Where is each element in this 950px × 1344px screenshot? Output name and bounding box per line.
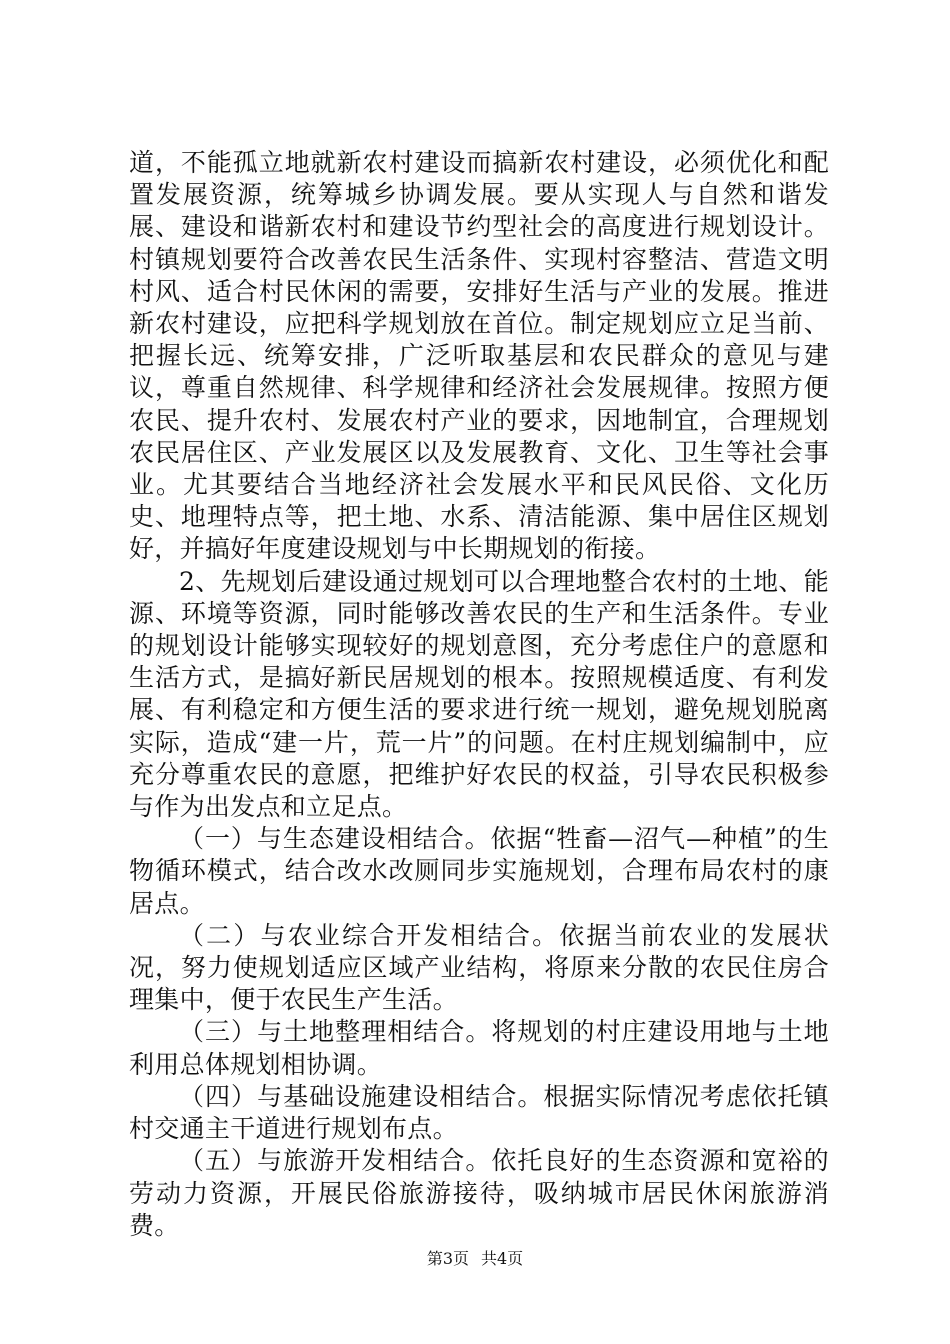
paragraph-continuation: 道，不能孤立地就新农村建设而搞新农村建设，必须优化和配置发展资源，统筹城乡协调发展。要从实现人与自然和谐发展、建设和谐新农村和建设节约型社会的高度进行规划设计。村镇规划要符合改善农民生活条件、实现村容整洁、营造文明村风、适合村民休闲的需要，安排好生活与产业的发展。推进新农村建设，应把科学规划放在首位。制定规划应立足当前、把握长远、统筹安排，广泛听取基层和农民群众的意见与建议，尊重自然规律、科学规律和经济社会发展规律。按照方便农民、提升农村、发展农村产业的要求，因地制宜，合理规划农民居住区、产业发展区以及发展教育、文化、卫生等社会事业。尤其要结合当地经济社会发展水平和民风民俗、文化历史、地理特点等，把土地、水系、清洁能源、集中居住区规划好，并搞好年度建设规划与中长期规划的衔接。 xyxy=(129,148,829,564)
page-total: 共4页 xyxy=(481,1249,524,1268)
page-footer xyxy=(0,1246,950,1269)
document-body xyxy=(129,147,829,1242)
paragraph-item-2: （二）与农业综合开发相结合。依据当前农业的发展状况，努力使规划适应区域产业结构，将原来分散的农民住房合理集中，便于农民生产生活。 xyxy=(129,920,829,1015)
paragraph-item-5: （五）与旅游开发相结合。依托良好的生态资源和宽裕的劳动力资源，开展民俗旅游接待，吸纳城市居民休闲旅游消费。 xyxy=(129,1146,829,1240)
page-number: 第3页 xyxy=(426,1249,469,1268)
paragraph-item-3: （三）与土地整理相结合。将规划的村庄建设用地与土地利用总体规划相协调。 xyxy=(129,1017,829,1079)
paragraph-section-2: 2、先规划后建设通过规划可以合理地整合农村的土地、能源、环境等资源，同时能够改善农民的生产和生活条件。专业的规划设计能够实现较好的规划意图，充分考虑住户的意愿和生活方式，是搞好新民居规划的根本。按照规模适度、有利发展、有利稳定和方便生活的要求进行统一规划，避免规划脱离实际，造成“建一片，荒一片”的问题。在村庄规划编制中，应充分尊重农民的意愿，把维护好农民的权益，引导农民积极参与作为出发点和立足点。 xyxy=(129,566,829,822)
paragraph-item-4: （四）与基础设施建设相结合。根据实际情况考虑依托镇村交通主干道进行规划布点。 xyxy=(129,1081,829,1144)
paragraph-item-1: （一）与生态建设相结合。依据“牲畜—沼气—种植”的生物循环模式，结合改水改厕同步实施规划，合理布局农村的康居点。 xyxy=(129,824,829,918)
